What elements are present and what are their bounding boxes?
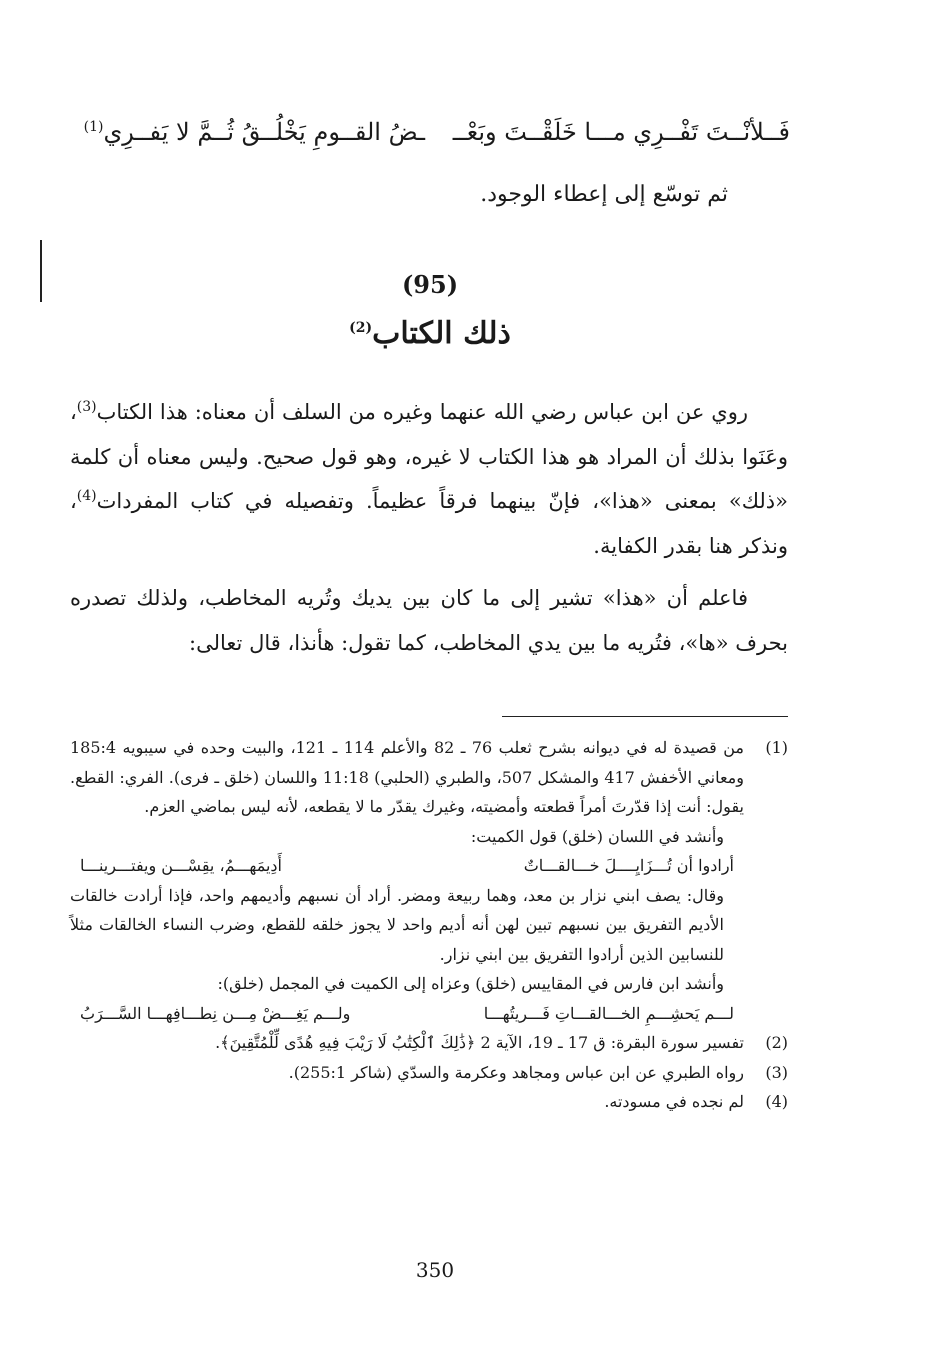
footnote-text: وأنشد ابن فارس في المقاييس (خلق) وعزاه إلى الكميت في المجمل (خلق): bbox=[217, 974, 724, 993]
footnote-number: (3) bbox=[765, 1062, 788, 1082]
footnote-text: من قصيدة له في ديوانه بشرح ثعلب 76 ـ 82 والأعلم 114 ـ 121، والبيت وحده في سيبويه 185:4 ومعاني الأخفش 417 والمشكل 507، والطبري (الحلبي) 11:18 واللسان (خلق ـ فرى). الفري: القطع. يقول: أنت إذا قدّرتَ أمراً قطعته وأمضيته، وغيرك يقدّر ما لا يقطعه، لأنه ليس بماضي العزم. bbox=[70, 738, 744, 816]
footnote-number: (1) bbox=[765, 738, 788, 757]
opening-verse bbox=[70, 118, 790, 168]
verse-hemistich-2: ـضُ القــومِ يَخْلُــقُ ثُــمَّ لا يَفــرِي$^{(1)}$ bbox=[83, 118, 425, 146]
footnote-text: رواه الطبري عن ابن عباس ومجاهد وعكرمة والسدّي (شاكر 255:1). bbox=[288, 1062, 744, 1082]
footnote-ref-2: (2) bbox=[349, 320, 373, 336]
footnote-1 bbox=[70, 733, 788, 1028]
page-number: 350 bbox=[415, 1258, 455, 1282]
footnote-ref-3: (3) bbox=[76, 399, 97, 415]
footnote-ref-1: (1) bbox=[83, 119, 104, 135]
footnote-poem-line bbox=[70, 851, 744, 881]
paragraph-2: فاعلم أن «هذا» تشير إلى ما كان بين يديك وتُريه المخاطب، ولذلك تصدره بحرف «ها»، فتُريه ما بين يدي المخاطب، كما تقول: هأنذا، قال تعالى: bbox=[70, 586, 788, 655]
footnotes bbox=[70, 733, 788, 1117]
footnote-number: (2) bbox=[765, 1033, 788, 1052]
footnote-text: وأنشد في اللسان (خلق) قول الكميت: bbox=[470, 826, 724, 846]
poem-hemistich: أرادوا أن تُـــزَايِــــلَ خـــالقـــاتٌ bbox=[523, 856, 734, 875]
footnote-2 bbox=[70, 1028, 788, 1058]
paragraph-1: روي عن ابن عباس رضي الله عنهما وغيره من السلف أن معناه: هذا الكتاب$^{(3)}$، وعَنَوا بذلك أن المراد هو هذا الكتاب لا غيره، وهو قول صحيح. وليس معناه أن كلمة «ذلك» بمعنى «هذا»، فإنّ بينهما فرقاً عظيماً. وتفصيله في كتاب المفردات$^{(4)}$، ونذكر هنا بقدر الكفاية. bbox=[70, 399, 788, 558]
verse-hemistich-1: فَــلأنْــتَ تَفْــرِي مـــا خَلَقْــتَ وبَعْــ bbox=[452, 118, 790, 146]
section-title: ذلك الكتاب$^{(2)}$ bbox=[349, 316, 511, 351]
poem-hemistich: ولـــم يَغِـــضْ مِـــن نِطـــافِهـــا السَّـــرَبُ bbox=[80, 1003, 351, 1023]
poem-hemistich: لـــم يَحشِـــمِ الخـــالقـــاتِ فَـــريتُهـــا bbox=[483, 1003, 734, 1023]
footnote-number: (4) bbox=[765, 1092, 788, 1111]
footnote-text: تفسير سورة البقرة: ق 17 ـ 19، الآية 2 ﴿ذَٰلِكَ ٱلْكِتَٰبُ لَا رَيْبَ فِيهِ هُدًى لِّلْمُتَّقِينَ﴾. bbox=[215, 1033, 744, 1052]
footnote-text: لم نجده في مسودته. bbox=[604, 1092, 744, 1111]
footnote-ref-4: (4) bbox=[76, 488, 97, 504]
footnote-poem-line bbox=[70, 999, 744, 1029]
footnote-divider bbox=[502, 716, 788, 717]
section-number: (95) bbox=[401, 270, 459, 299]
footnote-4 bbox=[70, 1087, 788, 1117]
footnote-3 bbox=[70, 1058, 788, 1088]
footnote-text: وقال: يصف ابني نزار بن معد، وهما ربيعة ومضر. أراد أن نسبهم وأديمهم واحد، فإذا أرادت خالقات الأديم التفريق بين نسبهم تبين لهن أنه أديم واحد لا يجوز خلقه للقطع، وضرب النساء الخالقات مثلاً للنسابين الذين أرادوا التفريق بين ابني نزار. bbox=[70, 885, 724, 964]
line-after-verse: ثم توسّع إلى إعطاء الوجود. bbox=[480, 182, 728, 207]
poem-hemistich: أَدِيمَهـــمُ، يقِسْـــن ويفتـــرينـــا bbox=[80, 856, 282, 875]
body-text bbox=[70, 390, 788, 665]
